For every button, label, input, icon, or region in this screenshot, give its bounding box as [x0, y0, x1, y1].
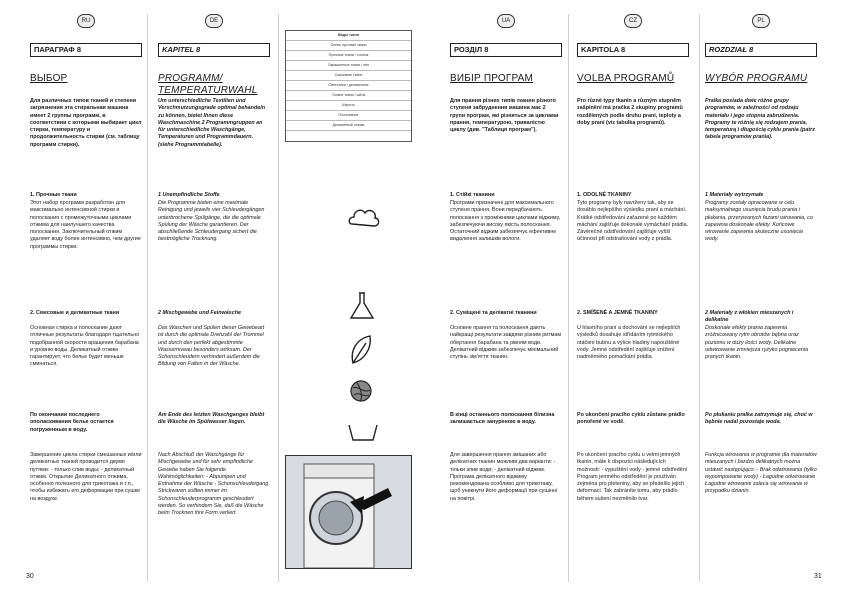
program-table-row: Прочные ткани / хлопок [286, 51, 411, 61]
wool-ball-icon [346, 376, 376, 406]
section-2-heading: 2. Суміщені та делікатні тканини [450, 310, 537, 316]
program-table [285, 30, 412, 142]
section-2-body: Основная стирка и полоскание дают отличные результаты благодаря тщательно подобранной скорости вращения барабана и уровню воды. Деликатный отжим гарантирует, что белье будет меньше сминаться. [30, 325, 140, 368]
section-4-text: Для завершення прання змішаних або делікатних тканин можливі два варіанти: - тільки злив води; - делікатний віджим. Програма делікатного віджиму рекомендована особливо для трикотажу, щоб уникнути його деформації при сушінні на повітрі. [450, 452, 558, 502]
column-de [158, 14, 270, 582]
column-cz [577, 14, 689, 582]
section-1-heading: 1. Прочные ткани [30, 192, 77, 198]
language-badge: UA [497, 14, 515, 28]
column-ua [450, 14, 562, 582]
column-divider [699, 14, 700, 582]
program-table-row: Деликатный отжим [286, 121, 411, 131]
section-title: ВИБІР ПРОГРАМ [450, 73, 534, 84]
section-3-text: В кінці останнього полоскання білизна залишається зануреною в воду. [450, 412, 555, 426]
section-3-text: По окончании последнего ополаскивания белье остается погруженным в воду. [30, 412, 114, 433]
section-2-body: Doskonałe efekty prania zapewnia zróżnicowany rytm obrotów bębna oraz poziomu w duży ilości wody. Delikatne odwirowanie zmniejsza ryzyko pogniecenia pranych tkanin. [705, 325, 809, 361]
section-2-body: Das Waschen und Spülen dieser Gewebeart ist durch die optimale Drehzahl der Trommel und durch den perfekt abgestimmte Wasserniveau besonders wirksam. Der Schonschleudern verhindert außerdem die Bildung von Falten in der Wäsche. [158, 325, 265, 368]
hand-wash-icon [346, 420, 380, 444]
program-table-row: Шерсть [286, 101, 411, 111]
column-divider [278, 14, 279, 582]
program-table-row: Окрашенные ткани / лён [286, 61, 411, 71]
language-badge: CZ [624, 14, 642, 28]
chapter-header: ROZDZIAŁ 8 [705, 43, 817, 57]
column-pl [705, 14, 817, 582]
language-badge: DE [205, 14, 223, 28]
language-badge: RU [77, 14, 95, 28]
washing-machine-photo [285, 455, 412, 569]
section-2-heading: 2. Смесовые и деликатные ткани [30, 310, 120, 316]
section-1-heading: 1. Стійкі тканини [450, 192, 495, 198]
feather-icon [346, 333, 376, 367]
intro-text: Pralka posiada dwie różne grupy programów, w zależności od rodzaju materiału i jego stopnia zabrudzenia. Programy te różnią się rodzajem prania, temperaturą i długością cyklu prania (patrz tabela programów prania). [705, 98, 815, 141]
section-title: PROGRAMM/ TEMPERATURWAHL [158, 73, 258, 96]
intro-text: Pro různé typy tkanin a různým stupněm zašpinění má pračka 2 skupiny programů rozdělených podle druhu praní, teploty a doby praní (viz tabulka programů). [577, 98, 683, 126]
section-3-text: Po ukončení pracího cyklu zůstane prádlo ponořené ve vodě. [577, 412, 685, 426]
section-1-body: Програми призначені для максимального ступеня прання. Вони передбачають полоскання з проміжними циклами віджиму, забезпечуючи високу якість полоскання. Остаточний віджим забезпечує ефективне видалення залишків вологи. [450, 200, 561, 243]
section-3-text: Po płukaniu pralka zatrzymuje się, choć w bębnie nadal pozostaje woda. [705, 412, 813, 426]
section-2-heading: 2. SMÍŠENÉ A JEMNÉ TKANINY [577, 310, 658, 316]
program-table-title: Виды ткани [286, 31, 411, 41]
column-divider [568, 14, 569, 582]
section-2-heading: 2 Mischgewebe und Feinwäsche [158, 310, 241, 316]
section-4-text: Завершение цикла стирки смешанных и/или деликатных тканей проводится двумя путями: - только слив воды; - деликатный отжим. Открытие Деликатного отжима, особенно полезного для трикотажа и т.п., чтобы избежать его деформации при сушке на воздухе. [30, 452, 142, 502]
section-2-body: U hlavního praní a dochování se nejlepších výsledků dosahuje střídáním rytmického otáčení bubnu a výšce hladiny napouštěné vody. Jemné odstředění zajišťuje snížení nadměrného pomačkání prádla. [577, 325, 681, 361]
section-title: VOLBA PROGRAMŮ [577, 73, 675, 84]
section-1-body: Programy zostały opracowane w celu maksymalnego usunięcia brudu prania i płukania, przerywanych fazami wirowania, co zapewnia doskonałe efekty. Końcowe wirowanie zapewnia skuteczne usunięcie wody. [705, 200, 813, 243]
section-1-heading: 1 Materiały wytrzymałe [705, 192, 764, 198]
program-table-row: Полоскание [286, 111, 411, 121]
chapter-header: KAPITOLA 8 [577, 43, 689, 57]
section-1-body: Этот набор программ разработан для максимально интенсивной стирки и полоскания с промежуточными циклами отжима для наилучшего качества полоскания. Заключительный отжим удаляет воду более интенсивно, чем другие программы стирки. [30, 200, 141, 250]
page-number-right: 31 [814, 573, 822, 580]
chapter-header: KAPITEL 8 [158, 43, 270, 57]
column-divider [147, 14, 148, 582]
intro-text: Um unterschiedliche Textilien und Verschmutzungsgrade optimal behandeln zu können, bietet Ihnen diese Waschmaschine 2 Programmgruppen an für unterschiedliche Waschgänge, Temperaturen und Programmdauern. (siehe Programmtabelle). [158, 98, 266, 148]
section-2-heading: 2 Materiały z włókien mieszanych i delikatne [705, 310, 794, 324]
section-3-text: Am Ende des letzten Waschganges bleibt die Wäsche im Spülwasser liegen. [158, 412, 265, 426]
section-4-text: Nach Abschluß der Waschgänge für Mischgewebe und für sehr empfindliche Gewebe haben Sie folgende Wahlmöglichkeiten: - Abpumpen und Entnahme der Wäsche - Schonschleudergang Strickwaren sollten immer im Schonschleuderprogramm geschleudert werden. So verhindern Sie, daß die Wäsche beim Trocknen ihre Form verliert. [158, 452, 269, 517]
chapter-header: ПАРАГРАФ 8 [30, 43, 142, 57]
language-badge: PL [752, 14, 770, 28]
cloud-icon [346, 200, 382, 236]
section-4-text: Funkcja wirowania w programie dla materiałów mieszanych i bardzo delikatnych można ustawić następująco: - Brak odwirowania (tylko wypompowanie wody) - Łagodne odwirowanie Łagodne wirowanie zaleca się wirowanie w przypadku dzianin. [705, 452, 817, 495]
section-title: ВЫБОР [30, 73, 68, 84]
page-number-left: 30 [26, 573, 34, 580]
intro-text: Для прання різних типів тканин різного ступеня забруднення машина має 2 групи програм, які різняться за циклами прання, температурою, тривалістю циклу (див. "Таблиця програм"). [450, 98, 559, 134]
column-ru [30, 14, 142, 582]
flask-icon [346, 290, 378, 322]
program-table-row: Смесовые ткани [286, 71, 411, 81]
section-1-body: Tyto programy byly navrženy tak, aby se dosáhlo nejlepšího výsledku praní a máchání. Krátké odstředování zařazené po každém máchání zajišťuje dokonalé vymáchání prádla. Závěrečné odstředování zajišťuje vyšší účinnost při odstraňování vody z prádla. [577, 200, 689, 243]
section-1-heading: 1 Unempfindliche Stoffe [158, 192, 220, 198]
intro-text: Для различных типов тканей и степени загрязнения эта стиральная машина имеет 2 группы программ, в соответствии с которыми выбирает цикл стирки, температуру и продолжительность стирки (см. таблицу программ стирки). [30, 98, 142, 148]
section-1-heading: 1. ODOLNÉ TKANINY [577, 192, 632, 198]
program-table-row: Тонкие ткани / шёлк [286, 91, 411, 101]
program-table-row: Очень прочные ткани [286, 41, 411, 51]
section-4-text: Po ukončení pracího cyklu u velmi jemných tkanin, máte k dispozici následujících možnosti: - vypuštění vody - jemné odstředění Program jemného odstředění je používán zejména pro pleteniny, aby se předešlo jejich deformaci. Tak zabráníte tomu, aby prádlo během sušení nezměnilo tvar. [577, 452, 688, 502]
program-table-row: Синтетика / деликатные [286, 81, 411, 91]
section-title: WYBÓR PROGRAMU [705, 73, 808, 84]
section-2-body: Основне прання та полоскання дають найкращі результати завдяки різним ритмам обертання барабана та рівням води. Делікатний віджим забезпечує мінімальний ступінь зім'яття тканин. [450, 325, 562, 361]
chapter-header: РОЗДІЛ 8 [450, 43, 562, 57]
section-1-body: Die Programme bieten eine maximale Reinigung und jeweils vier Schleudergängen unterbrochene Spülgänge, die die optimale Spülung der Wäsche garantieren. Der abschließende Schleudergang sichert die bestmögliche Trocknung. [158, 200, 265, 243]
